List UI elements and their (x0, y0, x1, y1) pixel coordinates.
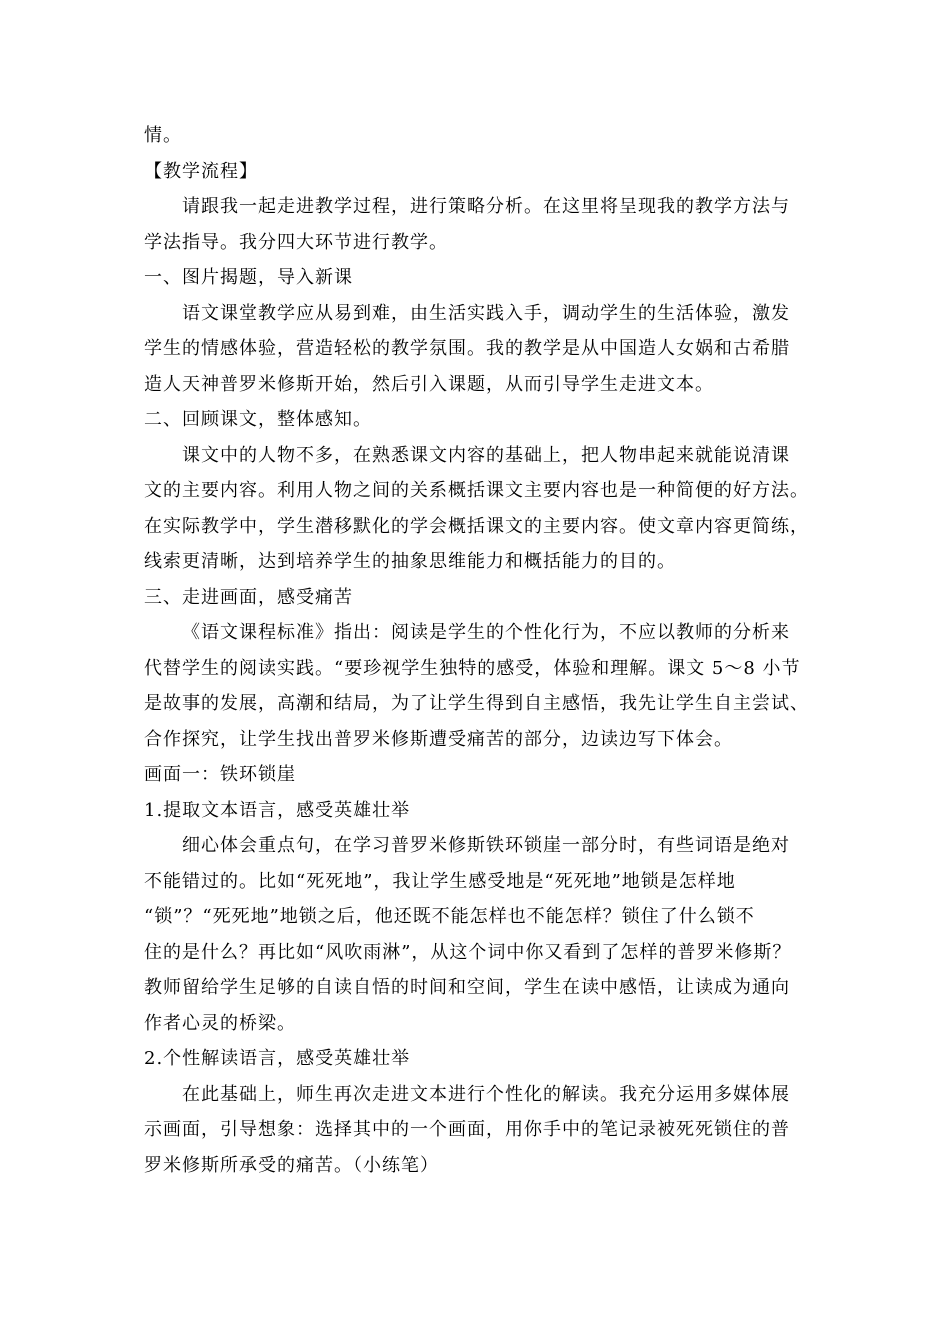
text-line: 《语文课程标准》指出：阅读是学生的个性化行为，不应以教师的分析来 (182, 622, 790, 643)
text-line: 不能错过的。比如“死死地”，我让学生感受地是“死死地”地锁是怎样地 (144, 870, 736, 892)
text-line: 造人天神普罗米修斯开始，然后引入课题，从而引导学生走进文本。 (144, 373, 714, 395)
text-line: 请跟我一起走进教学过程，进行策略分析。在这里将呈现我的教学方法与 (182, 196, 790, 217)
text-line: 语文课堂教学应从易到难，由生活实践入手，调动学生的生活体验，激发 (182, 302, 790, 324)
text-line: 学法指导。我分四大环节进行教学。 (144, 231, 448, 253)
text-line: 住的是什么？再比如“风吹雨淋”，从这个词中你又看到了怎样的普罗米修斯？ (144, 941, 792, 963)
text-line: 【教学流程】 (144, 160, 258, 182)
text-line: 学生的情感体验，营造轻松的教学氛围。我的教学是从中国造人女娲和古希腊 (144, 338, 790, 359)
text-line: 一、图片揭题，导入新课 (144, 267, 353, 288)
text-line: 1.提取文本语言，感受英雄壮举 (144, 799, 411, 821)
text-line: 示画面，引导想象：选择其中的一个画面，用你手中的笔记录被死死锁住的普 (144, 1119, 790, 1140)
text-line: 三、走进画面，感受痛苦 (144, 586, 353, 608)
text-line: 课文中的人物不多，在熟悉课文内容的基础上，把人物串起来就能说清课 (182, 444, 790, 466)
text-line: 作者心灵的桥梁。 (144, 1012, 296, 1034)
text-line: “锁”？“死死地”地锁之后，他还既不能怎样也不能怎样？锁住了什么锁不 (144, 906, 755, 927)
text-line: 罗米修斯所承受的痛苦。（小练笔） (144, 1154, 439, 1176)
text-line: 在此基础上，师生再次走进文本进行个性化的解读。我充分运用多媒体展 (182, 1083, 790, 1105)
text-line: 画面一：铁环锁崖 (144, 764, 296, 785)
text-line: 情。 (144, 125, 182, 146)
text-line: 教师留给学生足够的自读自悟的时间和空间，学生在读中感悟，让读成为通向 (144, 977, 790, 998)
text-line: 是故事的发展，高潮和结局，为了让学生得到自主感悟，我先让学生自主尝试、 (144, 693, 809, 714)
text-line: 文的主要内容。利用人物之间的关系概括课文主要内容也是一种简便的好方法。 (144, 480, 809, 501)
text-line: 代替学生的阅读实践。“要珍视学生独特的感受，体验和理解。课文 5～8 小节 (144, 657, 801, 679)
text-line: 细心体会重点句，在学习普罗米修斯铁环锁崖一部分时，有些词语是绝对 (182, 835, 790, 856)
text-line: 在实际教学中，学生潜移默化的学会概括课文的主要内容。使文章内容更简练， (144, 515, 809, 537)
text-line: 二、回顾课文，整体感知。 (144, 409, 372, 430)
text-line: 合作探究，让学生找出普罗米修斯遭受痛苦的部分，边读边写下体会。 (144, 728, 733, 750)
document-body (144, 118, 809, 1183)
text-line: 线索更清晰，达到培养学生的抽象思维能力和概括能力的目的。 (144, 551, 676, 572)
text-line: 2.个性解读语言，感受英雄壮举 (144, 1048, 411, 1069)
